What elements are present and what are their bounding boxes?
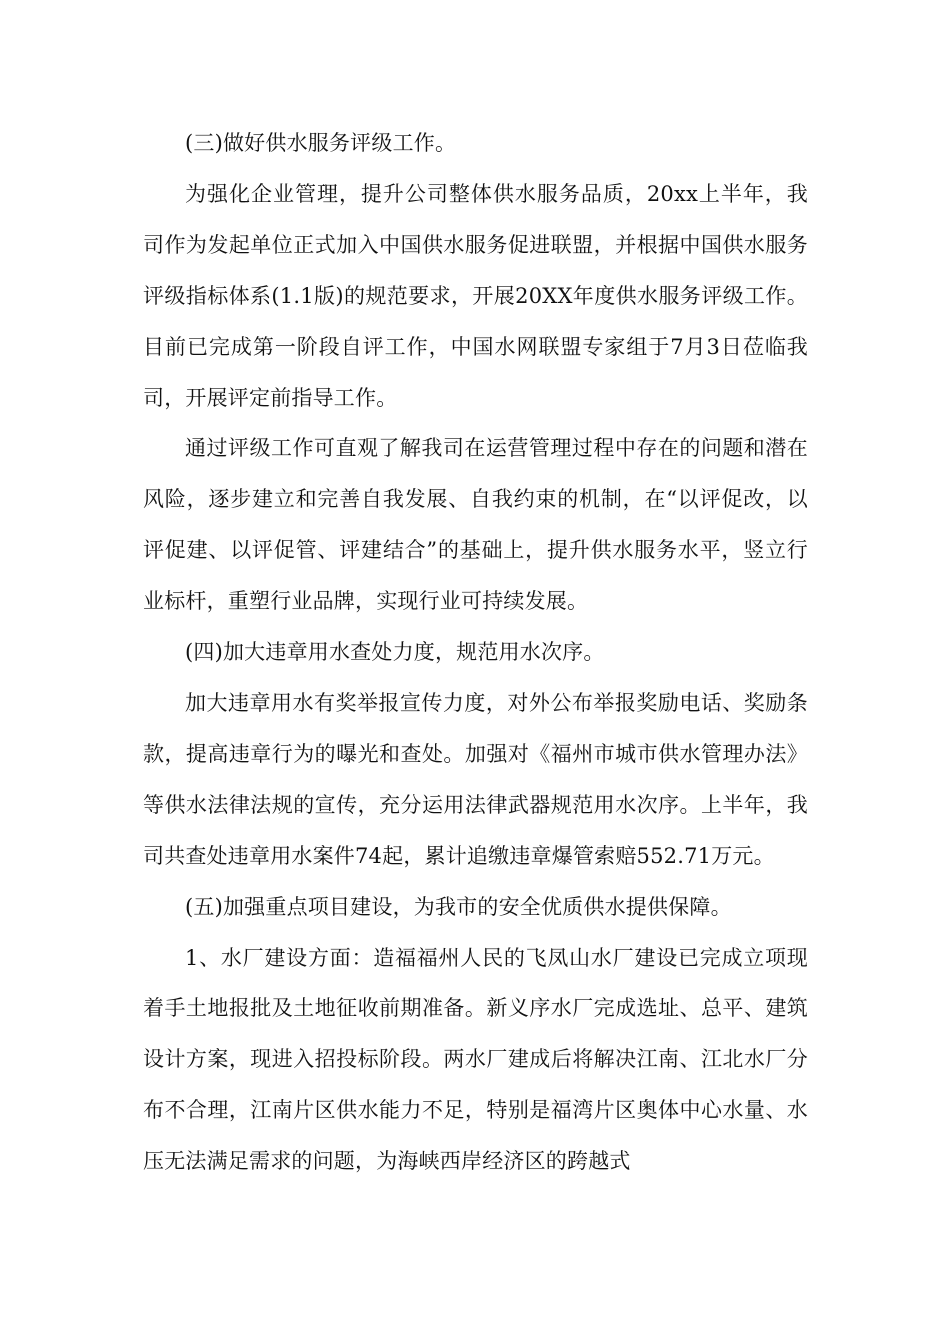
paragraph: 为强化企业管理，提升公司整体供水服务品质，20xx上半年，我司作为发起单位正式加入中国供水服务促进联盟，并根据中国供水服务评级指标体系(1.1版)的规范要求，开展20XX年度供水服务评级工作。目前已完成第一阶段自评工作，中国水网联盟专家组于7月3日莅临我司，开展评定前指导工作。: [143, 181, 808, 410]
document-body: [143, 118, 808, 1187]
section-heading-5: (五)加强重点项目建设，为我市的安全优质供水提供保障。: [185, 894, 732, 919]
paragraph: 1、水厂建设方面：造福福州人民的飞凤山水厂建设已完成立项现着手土地报批及土地征收前期准备。新义序水厂完成选址、总平、建筑设计方案，现进入招投标阶段。两水厂建成后将解决江南、江北水厂分布不合理，江南片区供水能力不足，特别是福湾片区奥体中心水量、水压无法满足需求的问题，为海峡西岸经济区的跨越式: [143, 945, 808, 1174]
paragraph: 通过评级工作可直观了解我司在运营管理过程中存在的问题和潜在风险，逐步建立和完善自我发展、自我约束的机制，在“以评促改，以评促建、以评促管、评建结合”的基础上，提升供水服务水平，竖立行业标杆，重塑行业品牌，实现行业可持续发展。: [143, 436, 808, 614]
section-heading-3: (三)做好供水服务评级工作。: [185, 131, 457, 155]
paragraph: 加大违章用水有奖举报宣传力度，对外公布举报奖励电话、奖励条款，提高违章行为的曝光和查处。加强对《福州市城市供水管理办法》等供水法律法规的宣传，充分运用法律武器规范用水次序。上半年，我司共查处违章用水案件74起，累计追缴违章爆管索赔552.71万元。: [143, 690, 808, 868]
section-heading-4: (四)加大违章用水查处力度，规范用水次序。: [185, 640, 605, 665]
